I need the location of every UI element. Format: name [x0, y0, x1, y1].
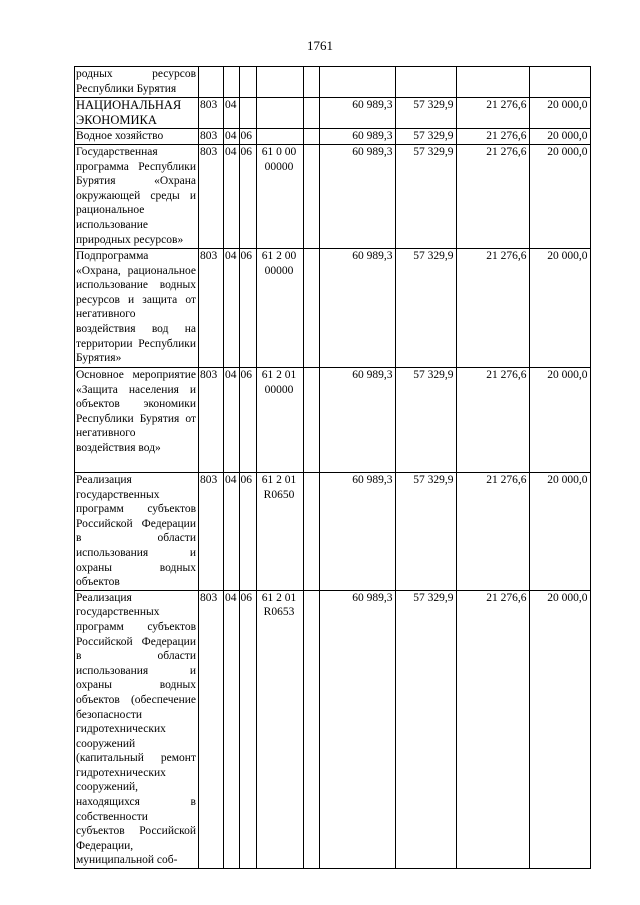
row-sum-1: [319, 67, 395, 98]
row-sum-1: 60 989,3: [319, 129, 395, 145]
row-vr: [303, 368, 319, 473]
row-sum-3: 21 276,6: [456, 368, 529, 473]
row-pr: 06: [239, 368, 256, 473]
row-name: Реализация государственных программ субъектов Российской Федерации в области использования и охраны водных объектов: [75, 473, 199, 591]
row-sum-4: 20 000,0: [529, 368, 590, 473]
row-pr: [239, 98, 256, 129]
row-sum-1: 60 989,3: [319, 98, 395, 129]
row-vr: [303, 145, 319, 249]
row-sum-2: 57 329,9: [395, 249, 456, 368]
row-sum-2: [395, 67, 456, 98]
row-ved: [199, 67, 224, 98]
row-sum-3: 21 276,6: [456, 145, 529, 249]
row-ved: 803: [199, 98, 224, 129]
row-rz: [224, 67, 240, 98]
row-sum-4: 20 000,0: [529, 98, 590, 129]
row-csr: [256, 129, 303, 145]
row-sum-3: [456, 67, 529, 98]
row-sum-3: 21 276,6: [456, 129, 529, 145]
row-pr: 06: [239, 473, 256, 591]
row-ved: 803: [199, 145, 224, 249]
row-sum-2: 57 329,9: [395, 590, 456, 868]
row-sum-4: 20 000,0: [529, 590, 590, 868]
row-name: Реализация государственных программ субъектов Российской Федерации в области использования и охраны водных объектов (обеспечение безопасности гидротехнических сооружений (капитальный ремонт гидротехнических сооружений, находящихся в собственности субъектов Российской Федерации, муниципальной соб-: [75, 590, 199, 868]
row-csr: [256, 98, 303, 129]
row-rz: 04: [224, 368, 240, 473]
table-row: [75, 145, 591, 249]
row-csr: 61 2 01 R0653: [256, 590, 303, 868]
row-name: НАЦИОНАЛЬНАЯ ЭКОНОМИКА: [75, 98, 199, 129]
row-sum-1: 60 989,3: [319, 473, 395, 591]
row-sum-3: 21 276,6: [456, 590, 529, 868]
row-pr: 06: [239, 590, 256, 868]
row-sum-1: 60 989,3: [319, 249, 395, 368]
row-ved: 803: [199, 473, 224, 591]
table-row: [75, 129, 591, 145]
table-row: [75, 67, 591, 98]
row-rz: 04: [224, 98, 240, 129]
row-rz: 04: [224, 249, 240, 368]
row-vr: [303, 129, 319, 145]
row-vr: [303, 473, 319, 591]
row-sum-2: 57 329,9: [395, 145, 456, 249]
row-sum-4: 20 000,0: [529, 145, 590, 249]
table-row: [75, 98, 591, 129]
row-sum-4: 20 000,0: [529, 129, 590, 145]
row-ved: 803: [199, 129, 224, 145]
row-vr: [303, 590, 319, 868]
row-name: Основное мероприятие «Защита населения и объектов экономики Республики Бурятия от негативного воздействия вод»: [75, 368, 199, 473]
row-sum-3: 21 276,6: [456, 98, 529, 129]
page-number: 1761: [307, 38, 333, 53]
row-name: Подпрограмма «Охрана, рациональное использование водных ресурсов и защита от негативного воздействия вод на территории Республики Бурятия»: [75, 249, 199, 368]
row-sum-2: 57 329,9: [395, 368, 456, 473]
row-csr: 61 2 01 00000: [256, 368, 303, 473]
row-rz: 04: [224, 129, 240, 145]
row-csr: 61 2 01 R0650: [256, 473, 303, 591]
row-name: Водное хозяйство: [75, 129, 199, 145]
row-sum-1: 60 989,3: [319, 590, 395, 868]
row-sum-1: 60 989,3: [319, 145, 395, 249]
table-row: [75, 473, 591, 591]
table-row: [75, 368, 591, 473]
row-sum-3: 21 276,6: [456, 249, 529, 368]
row-rz: 04: [224, 590, 240, 868]
row-rz: 04: [224, 473, 240, 591]
row-csr: 61 0 00 00000: [256, 145, 303, 249]
row-ved: 803: [199, 590, 224, 868]
row-sum-1: 60 989,3: [319, 368, 395, 473]
row-csr: [256, 67, 303, 98]
row-pr: 06: [239, 145, 256, 249]
row-sum-3: 21 276,6: [456, 473, 529, 591]
row-ved: 803: [199, 368, 224, 473]
row-sum-2: 57 329,9: [395, 98, 456, 129]
row-pr: 06: [239, 249, 256, 368]
row-rz: 04: [224, 145, 240, 249]
row-vr: [303, 98, 319, 129]
budget-table: [74, 66, 591, 869]
row-name: Государственная программа Республики Бурятия «Охрана окружающей среды и рациональное использование природных ресурсов»: [75, 145, 199, 249]
row-sum-2: 57 329,9: [395, 129, 456, 145]
row-vr: [303, 249, 319, 368]
row-vr: [303, 67, 319, 98]
row-pr: [239, 67, 256, 98]
row-sum-4: 20 000,0: [529, 249, 590, 368]
row-ved: 803: [199, 249, 224, 368]
row-sum-2: 57 329,9: [395, 473, 456, 591]
row-pr: 06: [239, 129, 256, 145]
row-sum-4: 20 000,0: [529, 473, 590, 591]
table-row: [75, 249, 591, 368]
row-sum-4: [529, 67, 590, 98]
row-name: родных ресурсов Республики Бурятия: [75, 67, 199, 98]
row-csr: 61 2 00 00000: [256, 249, 303, 368]
table-row: [75, 590, 591, 868]
